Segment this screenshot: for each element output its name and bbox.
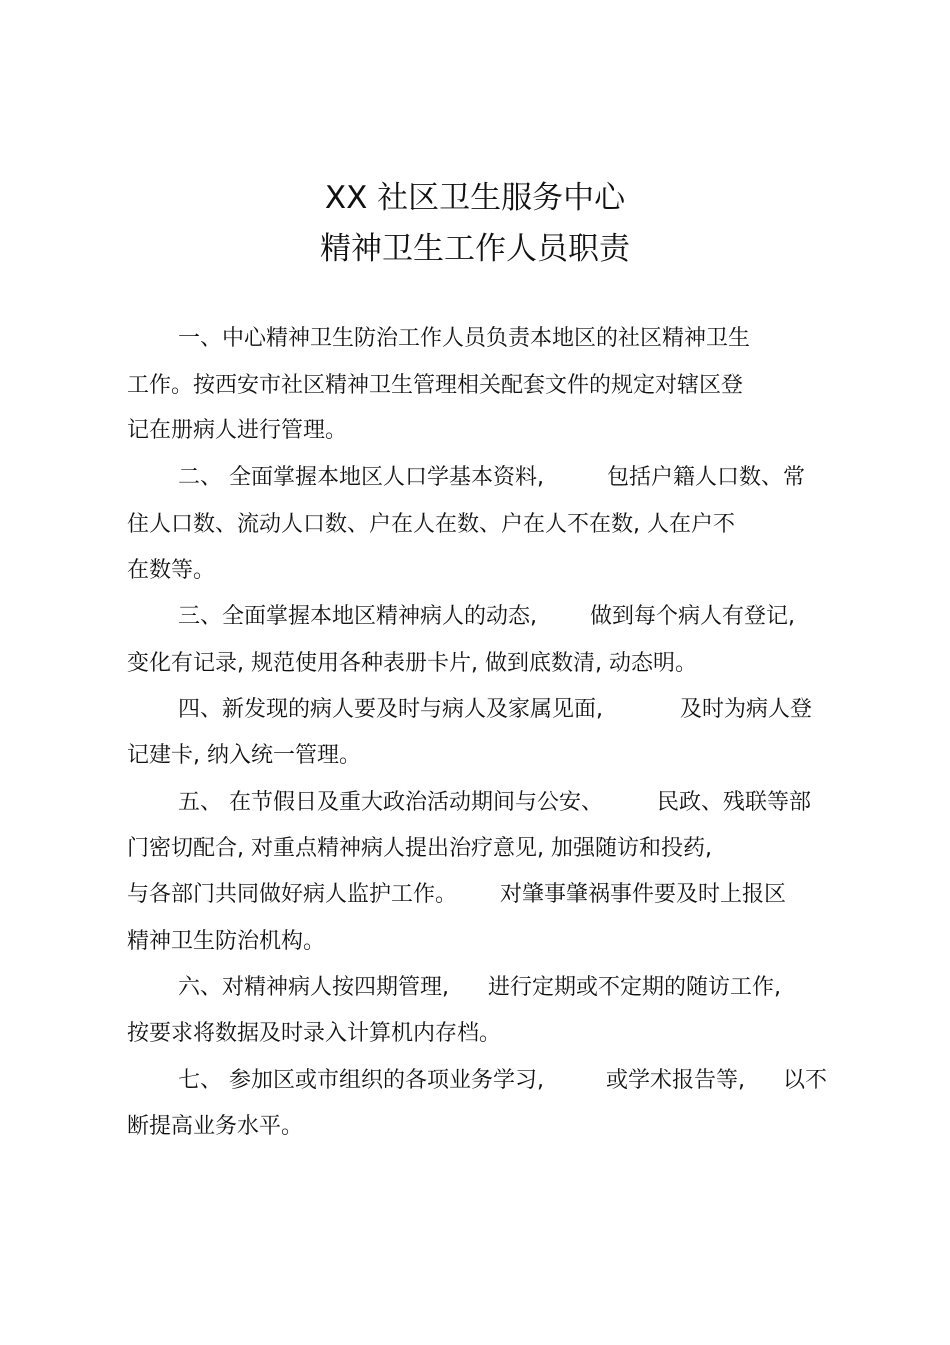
paragraph-3-line-2: 变化有记录, 规范使用各种表册卡片, 做到底数清, 动态明。 — [127, 651, 697, 676]
paragraph-1-line-3: 记在册病人进行管理。 — [127, 418, 348, 443]
paragraph-5-line-2: 门密切配合, 对重点精神病人提出治疗意见, 加强随访和投药, — [127, 836, 712, 861]
document-title-line2: 精神卫生工作人员职责 — [320, 231, 630, 267]
paragraph-3-line-1a: 三、全面掌握本地区精神病人的动态, — [178, 604, 537, 629]
paragraph-2-line-1b: 包括户籍人口数、常 — [607, 465, 806, 490]
paragraph-1-line-1: 一、中心精神卫生防治工作人员负责本地区的社区精神卫生 — [178, 326, 751, 351]
paragraph-7-line-1a: 七、 参加区或市组织的各项业务学习, — [178, 1068, 544, 1093]
paragraph-4-line-2: 记建卡, 纳入统一管理。 — [127, 743, 361, 768]
paragraph-6-line-1a: 六、对精神病人按四期管理, — [178, 975, 449, 1000]
paragraph-2-line-2: 住人口数、流动人口数、户在人在数、户在人不在数, 人在户不 — [127, 512, 735, 537]
paragraph-5-line-3b: 对肇事肇祸事件要及时上报区 — [500, 882, 787, 907]
paragraph-2-line-3: 在数等。 — [127, 558, 216, 583]
paragraph-7-line-1b: 或学术报告等, — [606, 1068, 745, 1093]
paragraph-7-line-1c: 以不 — [783, 1068, 828, 1093]
paragraph-5-line-4: 精神卫生防治机构。 — [127, 929, 326, 954]
paragraph-3-line-1b: 做到每个病人有登记, — [590, 604, 795, 629]
paragraph-5-line-3a: 与各部门共同做好病人监护工作。 — [127, 882, 458, 907]
paragraph-4-line-1a: 四、新发现的病人要及时与病人及家属见面, — [178, 697, 603, 722]
paragraph-5-line-1a: 五、 在节假日及重大政治活动期间与公安、 — [178, 790, 603, 815]
paragraph-6-line-1b: 进行定期或不定期的随访工作, — [488, 975, 781, 1000]
paragraph-7-line-2: 断提高业务水平。 — [127, 1114, 304, 1139]
paragraph-5-line-1b: 民政、残联等部 — [657, 790, 812, 815]
document-title-line1: XX 社区卫生服务中心 — [324, 180, 626, 216]
paragraph-6-line-2: 按要求将数据及时录入计算机内存档。 — [127, 1021, 502, 1046]
paragraph-4-line-1b: 及时为病人登 — [680, 697, 813, 722]
paragraph-2-line-1a: 二、 全面掌握本地区人口学基本资料, — [178, 465, 544, 490]
paragraph-1-line-2: 工作。按西安市社区精神卫生管理相关配套文件的规定对辖区登 — [127, 373, 744, 398]
